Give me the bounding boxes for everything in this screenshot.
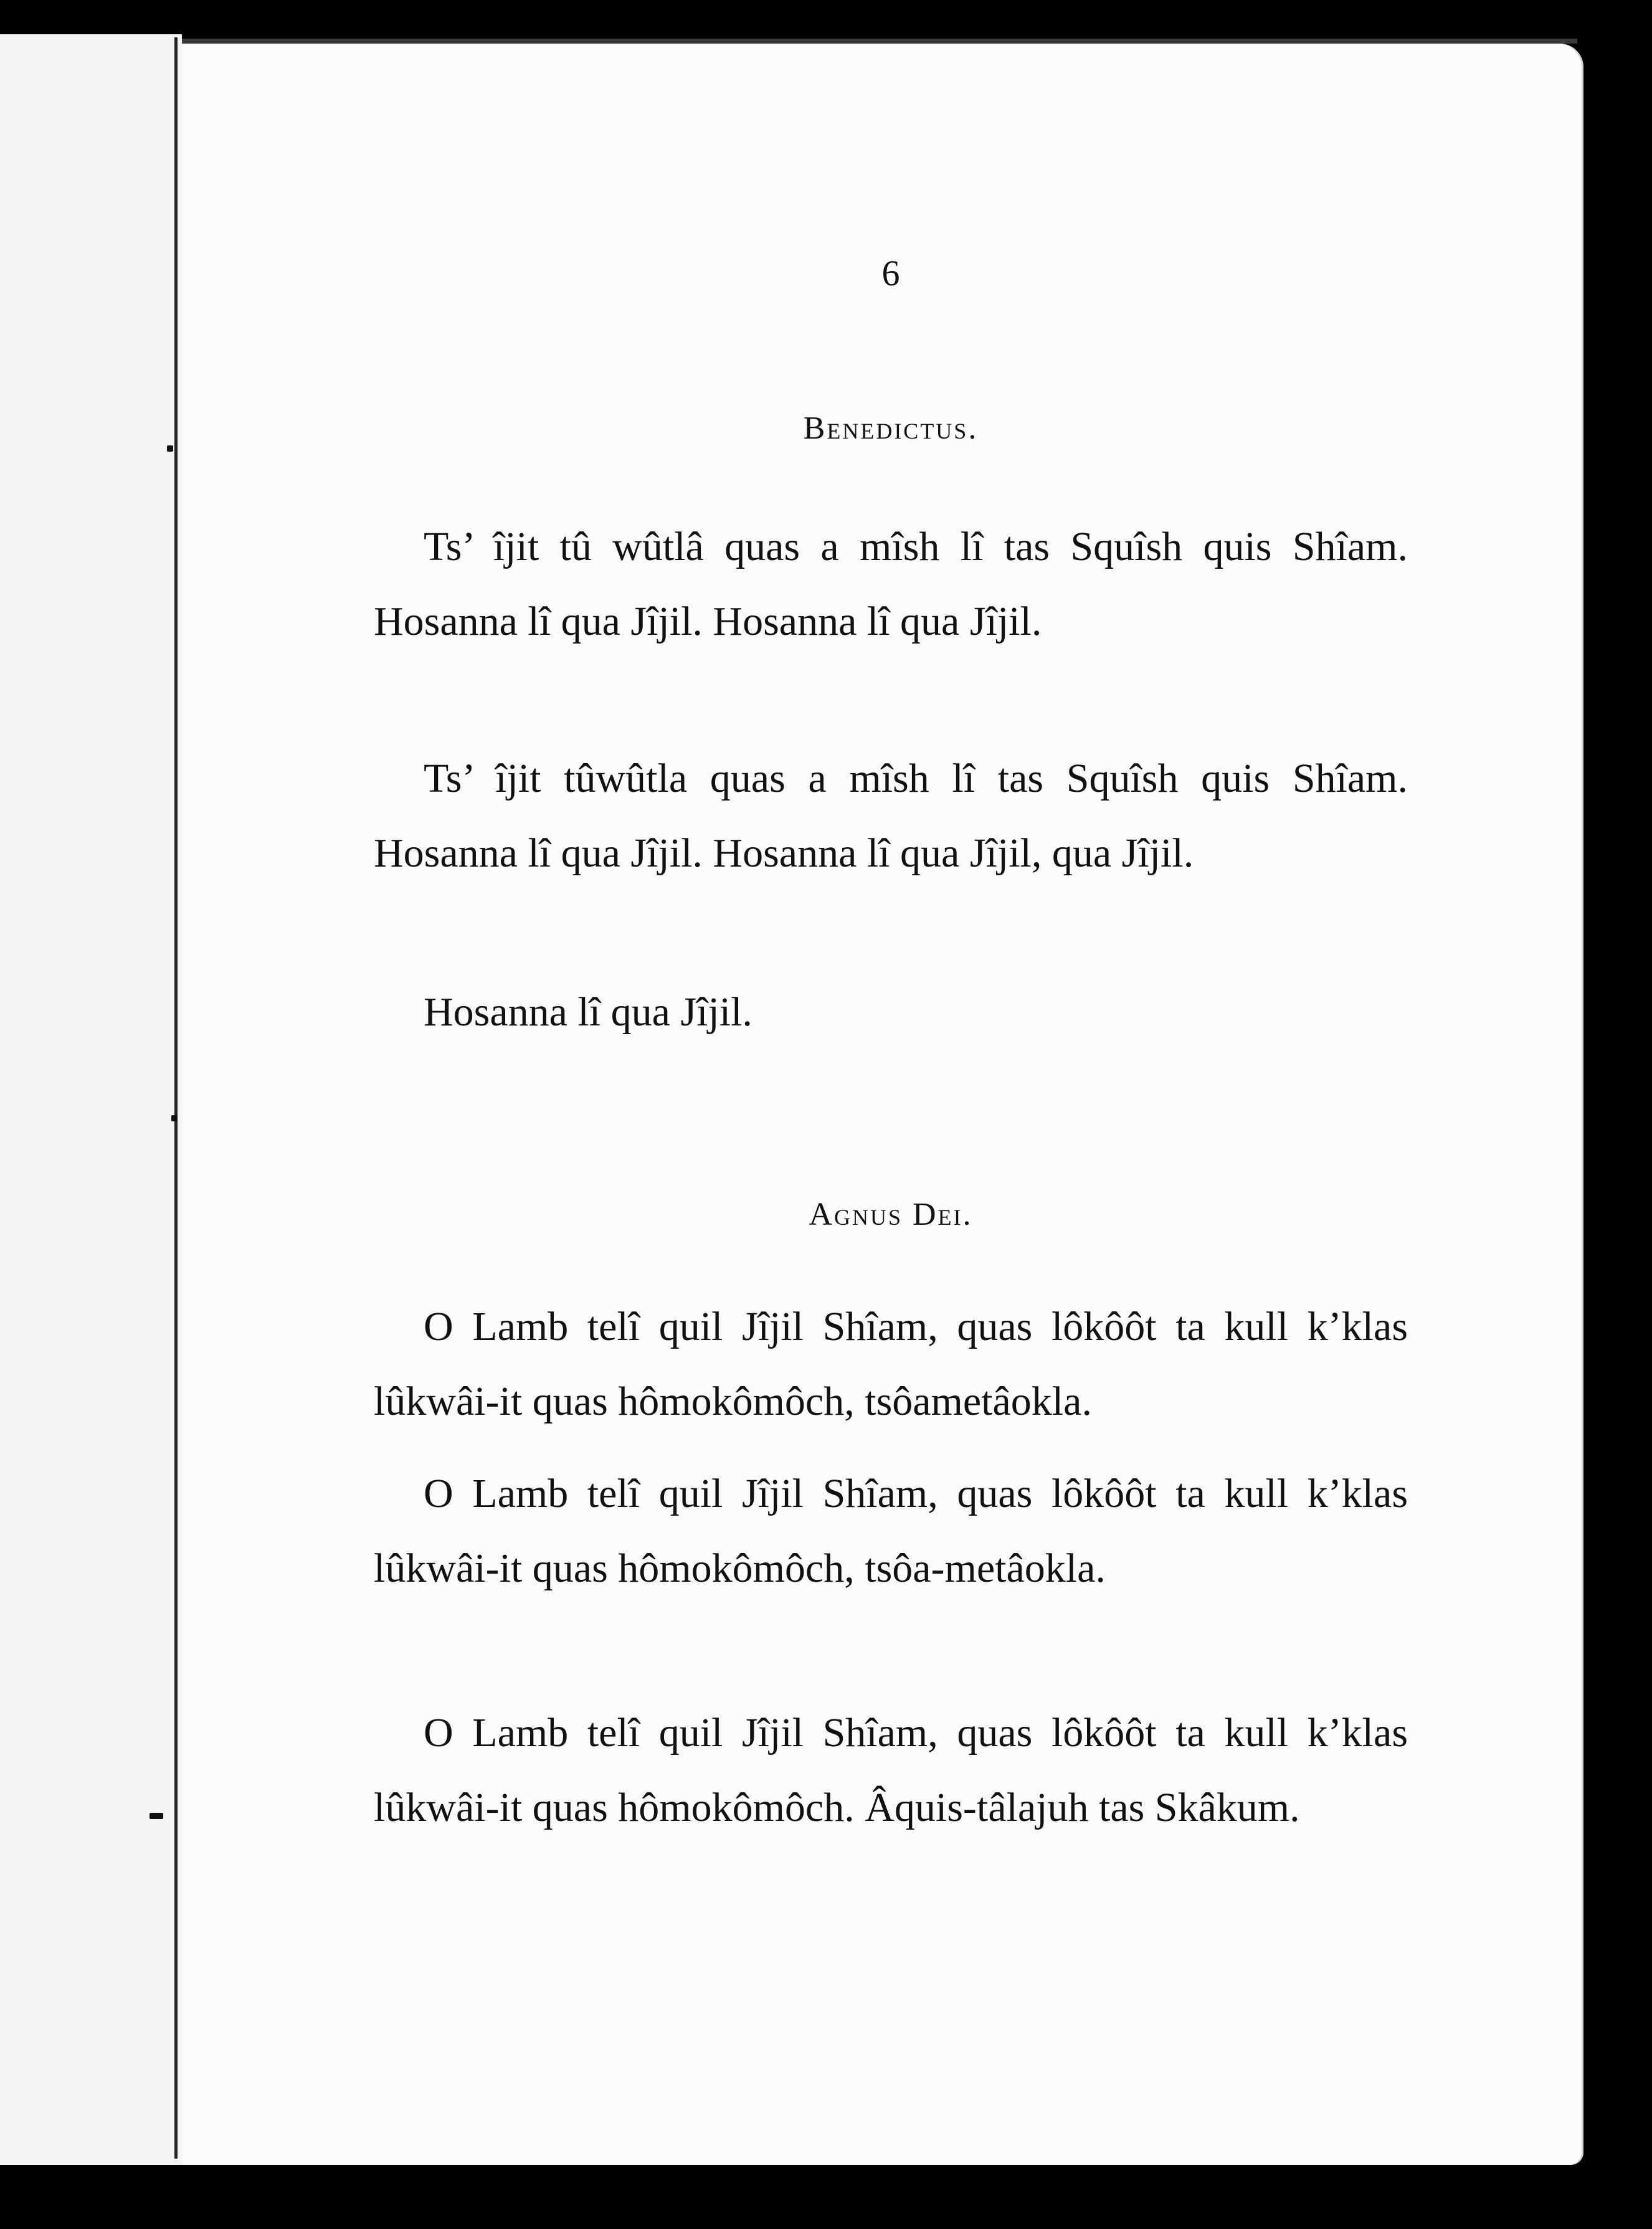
- agnus-dei-paragraph-3: O Lamb telî quil Jîjil Shîam, quas lôkôôt ta kull k’klas lûkwâi-it quas hômokômôch. Âquis-tâlajuh tas Skâkum.: [374, 1710, 1408, 1830]
- benedictus-paragraph-1: Ts’ îjit tû wûtlâ quas a mîsh lî tas Squîsh quis Shîam. Hosanna lî qua Jîjil. Hosanna lî qua Jîjil.: [374, 524, 1408, 644]
- section-heading-agnus-dei: Agnus Dei.: [809, 1197, 973, 1232]
- binding-mark: [150, 1813, 163, 1819]
- book-page: [182, 44, 1583, 2165]
- page-top-edge: [182, 39, 1577, 44]
- binding-mark: [167, 445, 173, 452]
- agnus-dei-paragraph-2: O Lamb telî quil Jîjil Shîam, quas lôkôôt ta kull k’klas lûkwâi-it quas hômokômôch, tsôa-metâokla.: [374, 1471, 1408, 1591]
- benedictus-paragraph-2: Ts’ îjit tûwûtla quas a mîsh lî tas Squîsh quis Shîam. Hosanna lî qua Jîjil. Hosanna lî qua Jîjil, qua Jîjil.: [374, 756, 1408, 876]
- agnus-dei-paragraph-1: O Lamb telî quil Jîjil Shîam, quas lôkôôt ta kull k’klas lûkwâi-it quas hômokômôch, tsôametâokla.: [374, 1304, 1408, 1424]
- section-heading-benedictus: Benedictus.: [803, 411, 979, 446]
- facing-page-edge: [0, 34, 182, 2165]
- benedictus-paragraph-3: Hosanna lî qua Jîjil.: [424, 989, 752, 1035]
- binding-gutter: [174, 37, 178, 2159]
- binding-mark: [171, 1115, 178, 1121]
- page-number: 6: [881, 253, 900, 293]
